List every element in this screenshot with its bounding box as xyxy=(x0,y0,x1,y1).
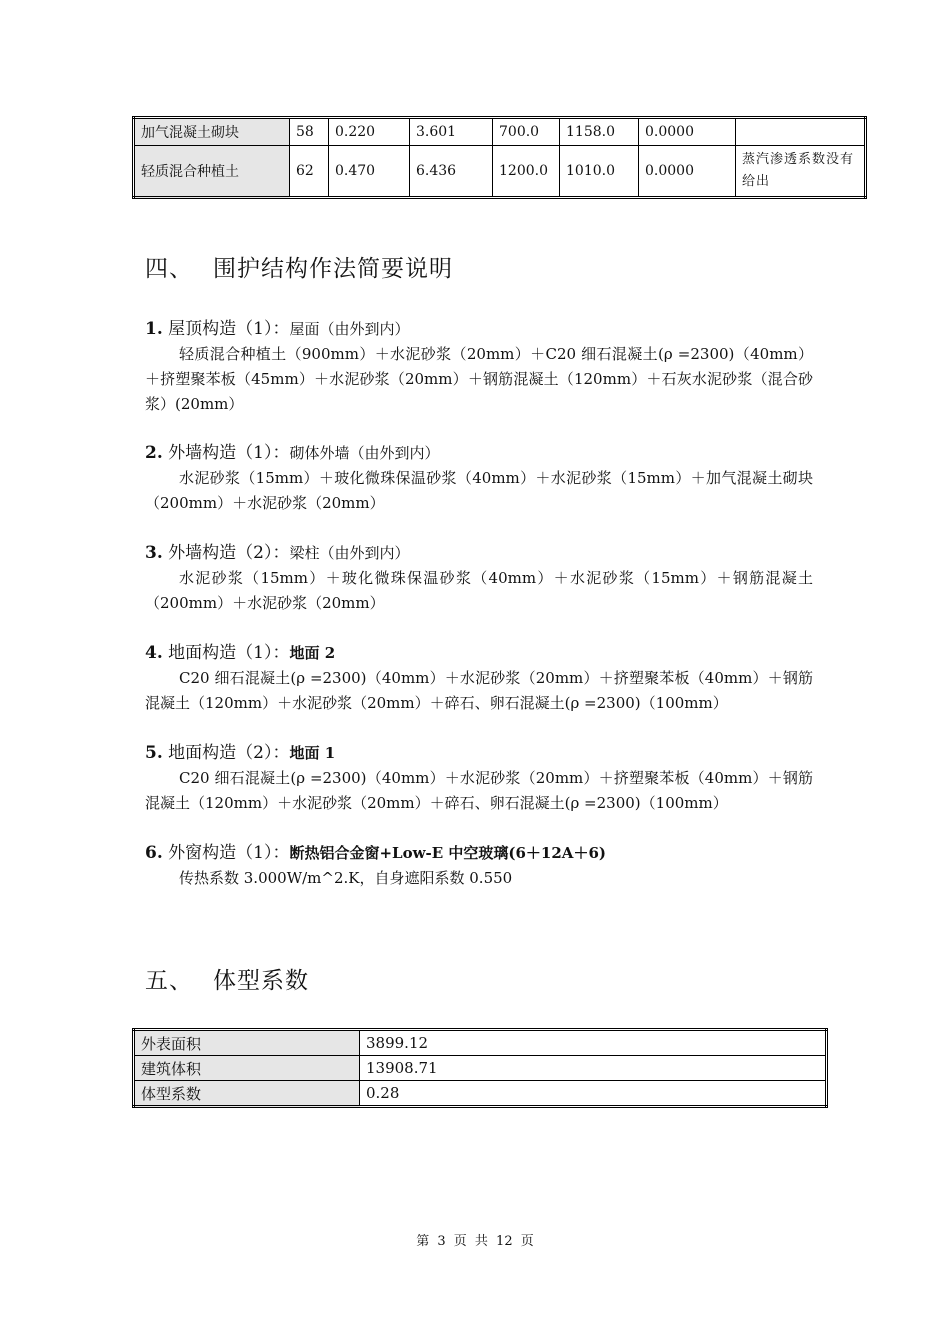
table-cell: 0.0000 xyxy=(639,118,736,146)
material-name: 加气混凝土砌块 xyxy=(134,118,290,146)
table-value: 3899.12 xyxy=(360,1030,827,1056)
item-subtitle: 屋面（由外到内） xyxy=(289,320,410,338)
construction-item-3 xyxy=(145,540,813,616)
table-cell: 1158.0 xyxy=(560,118,639,146)
item-heading xyxy=(145,740,813,766)
table-cell: 3.601 xyxy=(410,118,493,146)
table-key: 外表面积 xyxy=(134,1030,360,1056)
item-heading xyxy=(145,840,813,866)
item-number: 6. xyxy=(145,843,163,863)
material-name: 轻质混合种植土 xyxy=(134,146,290,198)
table-cell: 58 xyxy=(290,118,329,146)
item-number: 3. xyxy=(145,543,163,563)
item-heading xyxy=(145,640,813,666)
table-value: 0.28 xyxy=(360,1081,827,1107)
item-number: 2. xyxy=(145,443,163,463)
construction-item-1 xyxy=(145,316,813,417)
item-body: 水泥砂浆（15mm）＋玻化微珠保温砂浆（40mm）＋水泥砂浆（15mm）＋钢筋混凝土（200mm）＋水泥砂浆（20mm） xyxy=(145,569,813,612)
table-row xyxy=(134,1056,827,1081)
item-name: 外窗构造（1）： xyxy=(168,843,290,863)
construction-item-2 xyxy=(145,440,813,516)
table-cell: 0.470 xyxy=(329,146,410,198)
table-cell: 6.436 xyxy=(410,146,493,198)
section-heading-5 xyxy=(145,962,309,995)
item-subtitle: 地面 2 xyxy=(289,644,336,662)
construction-item-5 xyxy=(145,740,813,816)
construction-item-4 xyxy=(145,640,813,716)
table-key: 体型系数 xyxy=(134,1081,360,1107)
table-note-cell: 蒸汽渗透系数没有给出 xyxy=(736,146,866,198)
table-value: 13908.71 xyxy=(360,1056,827,1081)
item-subtitle: 梁柱（由外到内） xyxy=(289,544,410,562)
item-subtitle: 地面 1 xyxy=(289,744,336,762)
item-heading xyxy=(145,440,813,466)
table-cell: 1010.0 xyxy=(560,146,639,198)
construction-item-6 xyxy=(145,840,813,891)
item-name: 屋顶构造（1）： xyxy=(168,319,290,339)
table-cell: 0.220 xyxy=(329,118,410,146)
table-cell: 700.0 xyxy=(493,118,560,146)
section-number: 四、 xyxy=(145,256,193,282)
item-body: C20 细石混凝土(ρ =2300)（40mm）＋水泥砂浆（20mm）＋挤塑聚苯板（40mm）＋钢筋混凝土（120mm）＋水泥砂浆（20mm）＋碎石、卵石混凝土(ρ =2300)（100mm） xyxy=(145,669,813,712)
table-row xyxy=(134,146,866,198)
section-title: 围护结构作法简要说明 xyxy=(213,256,453,282)
table-cell: 1200.0 xyxy=(493,146,560,198)
page-footer: 第 3 页 共 12 页 xyxy=(416,1234,534,1249)
item-subtitle: 砌体外墙（由外到内） xyxy=(289,444,440,462)
item-name: 地面构造（1）： xyxy=(168,643,290,663)
item-name: 地面构造（2）： xyxy=(168,743,290,763)
item-name: 外墙构造（1）： xyxy=(168,443,290,463)
table-cell xyxy=(736,118,866,146)
table-cell: 0.0000 xyxy=(639,146,736,198)
table-cell: 62 xyxy=(290,146,329,198)
material-table xyxy=(132,116,867,199)
item-subtitle: 断热铝合金窗+Low-E 中空玻璃(6＋12A＋6) xyxy=(289,844,606,862)
item-body: C20 细石混凝土(ρ =2300)（40mm）＋水泥砂浆（20mm）＋挤塑聚苯板（40mm）＋钢筋混凝土（120mm）＋水泥砂浆（20mm）＋碎石、卵石混凝土(ρ =2300)（100mm） xyxy=(145,769,813,812)
item-heading xyxy=(145,316,813,342)
section-number: 五、 xyxy=(145,968,193,994)
table-row xyxy=(134,1081,827,1107)
section-heading-4 xyxy=(145,250,453,283)
item-heading xyxy=(145,540,813,566)
item-body: 轻质混合种植土（900mm）＋水泥砂浆（20mm）＋C20 细石混凝土(ρ =2300)（40mm）＋挤塑聚苯板（45mm）＋水泥砂浆（20mm）＋钢筋混凝土（120mm）＋石灰水泥砂浆（混合砂浆）(20mm） xyxy=(145,345,813,413)
item-number: 1. xyxy=(145,319,163,339)
table-row xyxy=(134,118,866,146)
section-title: 体型系数 xyxy=(213,968,309,994)
item-number: 4. xyxy=(145,643,163,663)
table-key: 建筑体积 xyxy=(134,1056,360,1081)
table-row xyxy=(134,1030,827,1056)
shape-coefficient-table xyxy=(132,1028,828,1108)
item-body: 水泥砂浆（15mm）＋玻化微珠保温砂浆（40mm）＋水泥砂浆（15mm）＋加气混凝土砌块（200mm）＋水泥砂浆（20mm） xyxy=(145,469,813,512)
item-name: 外墙构造（2）： xyxy=(168,543,290,563)
item-number: 5. xyxy=(145,743,163,763)
item-body: 传热系数 3.000W/m^2.K，自身遮阳系数 0.550 xyxy=(179,869,513,887)
